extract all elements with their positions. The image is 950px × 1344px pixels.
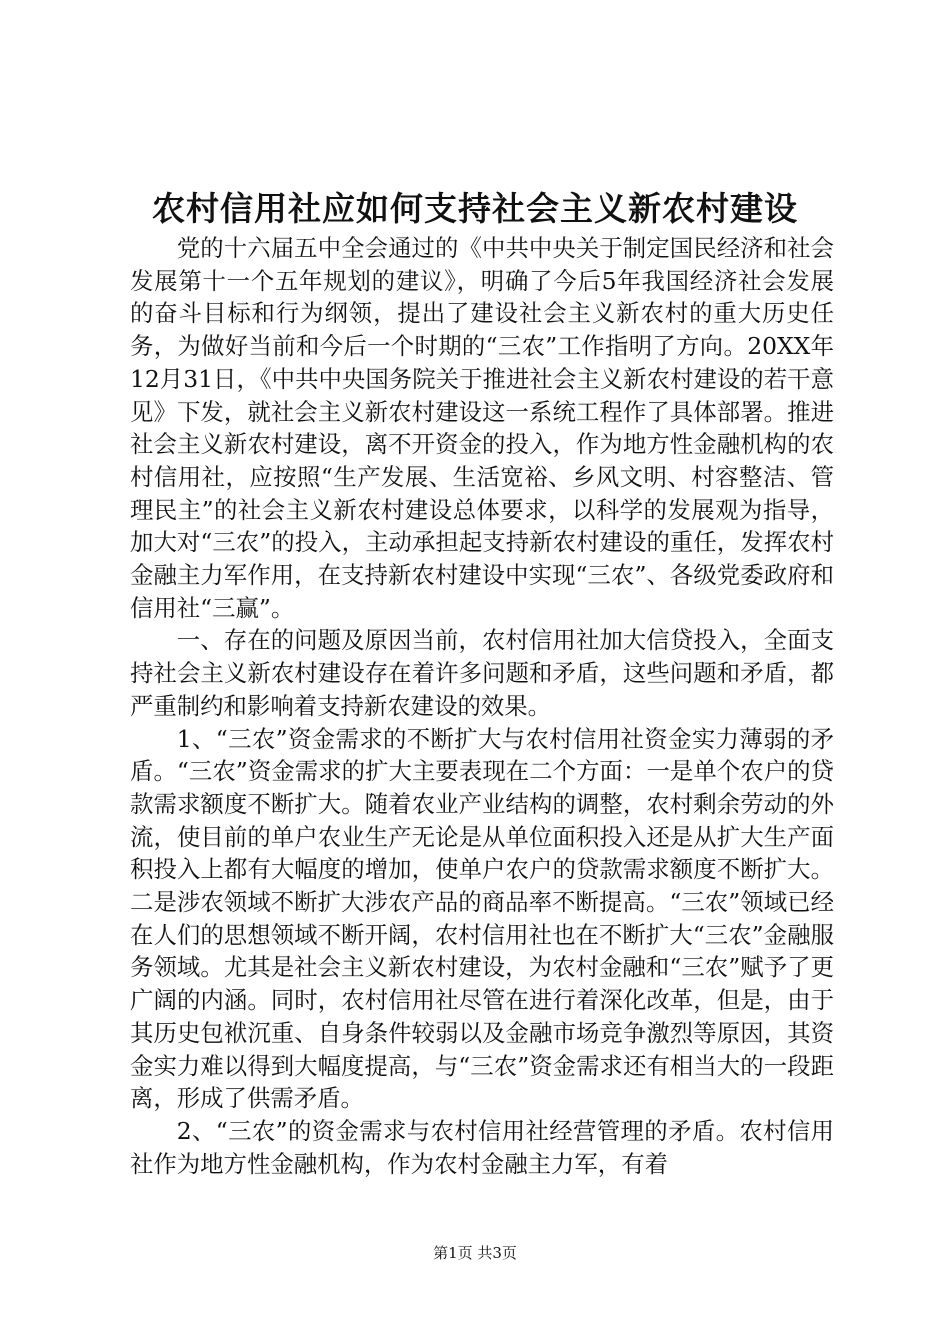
paragraph-intro: 党的十六届五中全会通过的《中共中央关于制定国民经济和社会发展第十一个五年规划的建议》，明确了今后5年我国经济社会发展的奋斗目标和行为纲领，提出了建设社会主义新农村的重大历史任务，为做好当前和今后一个时期的“三农”工作指明了方向。20XX年12月31日，《中共中央国务院关于推进社会主义新农村建设的若干意见》下发，就社会主义新农村建设这一系统工程作了具体部署。推进社会主义新农村建设，离不开资金的投入，作为地方性金融机构的农村信用社，应按照“生产发展、生活宽裕、乡风文明、村容整洁、管理民主”的社会主义新农村建设总体要求，以科学的发展观为指导，加大对“三农”的投入，主动承担起支持新农村建设的重任，发挥农村金融主力军作用，在支持新农村建设中实现“三农”、各级党委政府和信用社“三赢”。 — [130, 234, 834, 622]
paragraph-point-two: 2、“三农”的资金需求与农村信用社经营管理的矛盾。农村信用社作为地方性金融机构，作为农村金融主力军，有着 — [130, 1116, 834, 1178]
page-number-footer: 第1页 共3页 — [433, 1244, 517, 1262]
paragraph-point-one: 1、“三农”资金需求的不断扩大与农村信用社资金实力薄弱的矛盾。“三农”资金需求的扩大主要表现在二个方面：一是单个农户的贷款需求额度不断扩大。随着农业产业结构的调整，农村剩余劳动的外流，使目前的单户农业生产无论是从单位面积投入还是从扩大生产面积投入上都有大幅度的增加，使单户农户的贷款需求额度不断扩大。二是涉农领域不断扩大涉农产品的商品率不断提高。“三农”领域已经在人们的思想领域不断开阔，农村信用社也在不断扩大“三农”金融服务领域。尤其是社会主义新农村建设，为农村金融和“三农”赋予了更广阔的内涵。同时，农村信用社尽管在进行着深化改革，但是，由于其历史包袱沉重、自身条件较弱以及金融市场竞争激烈等原因，其资金实力难以得到大幅度提高，与“三农”资金需求还有相当大的一段距离，形成了供需矛盾。 — [130, 724, 834, 1113]
document-body — [130, 232, 834, 1180]
paragraph-section-one: 一、存在的问题及原因当前，农村信用社加大信贷投入，全面支持社会主义新农村建设存在着许多问题和矛盾，这些问题和矛盾，都严重制约和影响着支持新农建设的效果。 — [130, 626, 834, 720]
document-title: 农村信用社应如何支持社会主义新农村建设 — [152, 189, 798, 228]
